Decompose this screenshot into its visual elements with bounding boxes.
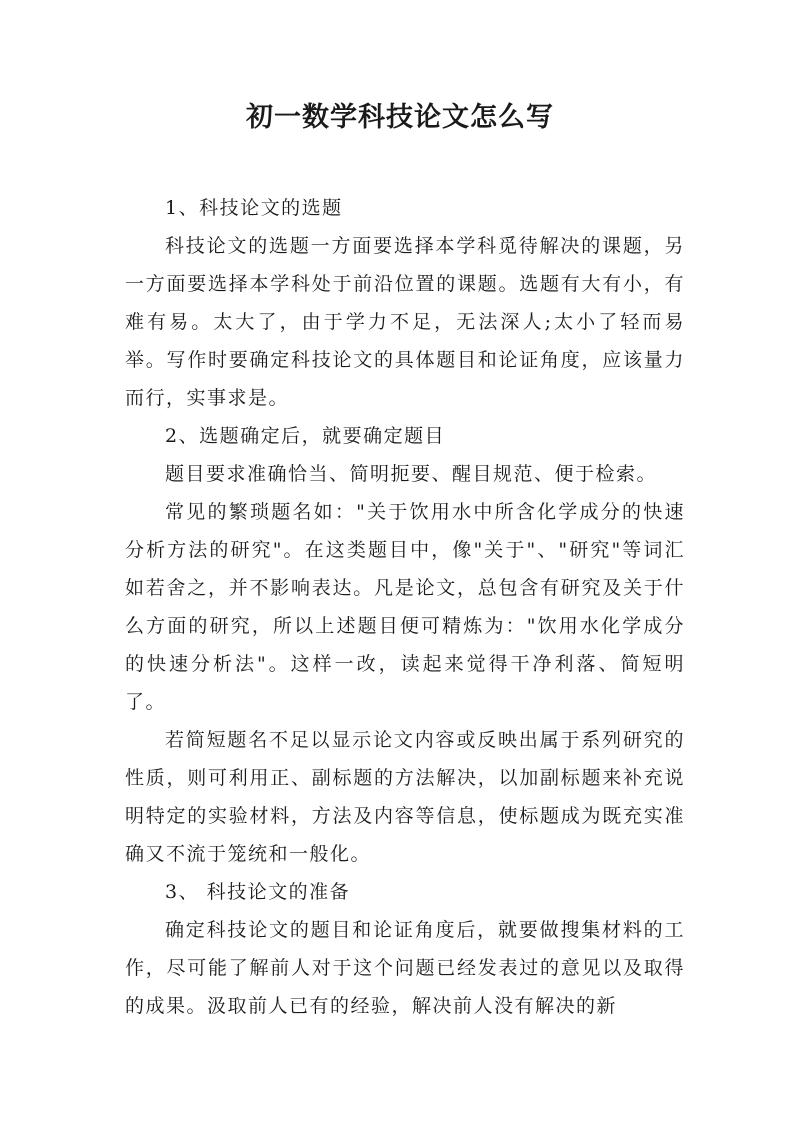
section-heading-1: 1、科技论文的选题 (165, 197, 343, 219)
document-title: 初一数学科技论文怎么写 (246, 102, 554, 133)
section-heading-3: 3、 科技论文的准备 (165, 881, 351, 903)
section-heading-2: 2、选题确定后，就要确定题目 (165, 425, 446, 447)
paragraph: 题目要求准确恰当、简明扼要、醒目规范、便于检索。 (165, 463, 658, 485)
paragraph: 科技论文的选题一方面要选择本学科觅待解决的课题，另一方面要选择本学科处于前沿位置的课题。选题有大有小，有难有易。太大了，由于学力不足，无法深人;太小了轻而易举。写作时要确定科技论文的具体题目和论证角度，应该量力而行，实事求是。 (125, 235, 685, 409)
paragraph: 常见的繁琐题名如："关于饮用水中所含化学成分的快速分析方法的研究"。在这类题目中，像"关于"、"研究"等词汇如若舍之，并不影响表达。凡是论文，总包含有研究及关于什么方面的研究，所以上述题目便可精炼为："饮用水化学成分的快速分析法"。这样一改，读起来觉得干净利落、简短明了。 (125, 501, 685, 713)
paragraph: 确定科技论文的题目和论证角度后，就要做搜集材料的工作，尽可能了解前人对于这个问题已经发表过的意见以及取得的成果。汲取前人已有的经验，解决前人没有解决的新 (125, 919, 685, 1017)
paragraph: 若简短题名不足以显示论文内容或反映出属于系列研究的性质，则可利用正、副标题的方法解决，以加副标题来补充说明特定的实验材料，方法及内容等信息，使标题成为既充实准确又不流于笼统和一般化。 (125, 729, 685, 865)
document-body (125, 189, 685, 1025)
